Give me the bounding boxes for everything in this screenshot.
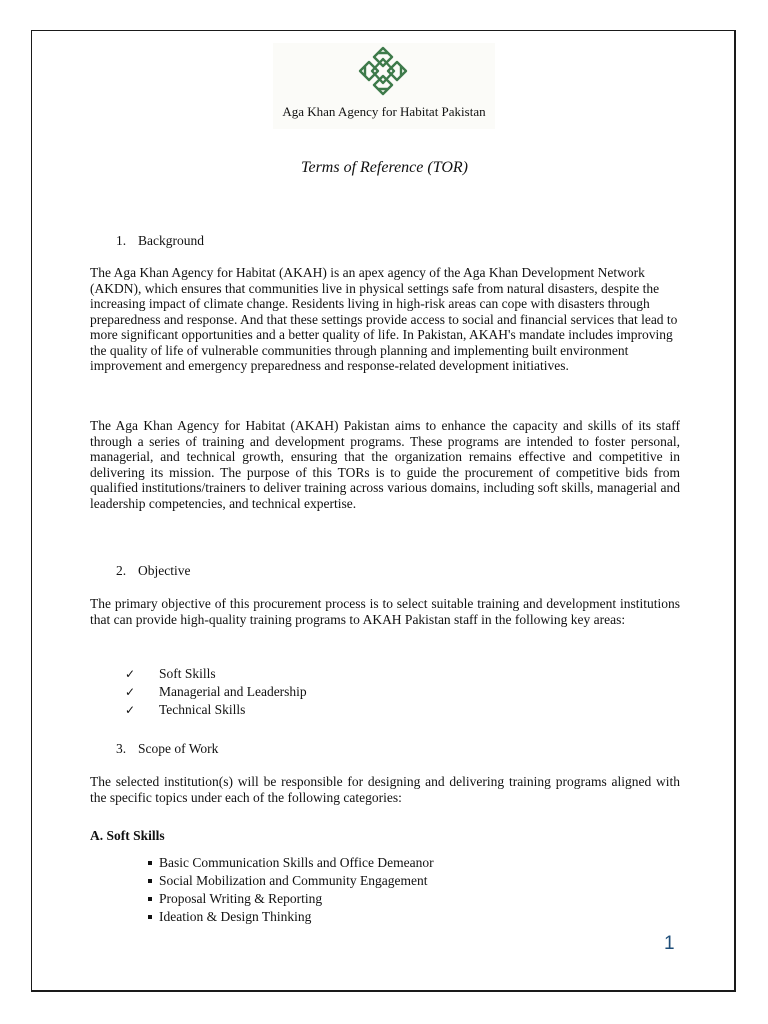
- checkmark-icon: ✓: [125, 685, 136, 699]
- list-item: Social Mobilization and Community Engagement: [159, 873, 428, 888]
- section-heading-scope: [116, 741, 218, 757]
- scope-paragraph: The selected institution(s) will be responsible for designing and delivering training programs aligned with the specific topics under each of the following categories:: [90, 774, 680, 805]
- section-number: 3.: [116, 741, 127, 756]
- section-title: Background: [138, 233, 204, 248]
- soft-skills-subheading: A. Soft Skills: [90, 828, 165, 843]
- list-item: ✓ Managerial and Leadership: [125, 684, 307, 699]
- list-item: Proposal Writing & Reporting: [159, 891, 323, 906]
- letterhead: [273, 43, 495, 129]
- akah-knot-logo-icon: [357, 45, 409, 97]
- section-number: 2.: [116, 563, 127, 578]
- list-item: Ideation & Design Thinking: [159, 909, 312, 924]
- document-page: [31, 30, 736, 992]
- page-number: 1: [664, 933, 675, 954]
- section-number: 1.: [116, 233, 127, 248]
- soft-skills-topic-list: [125, 854, 434, 926]
- list-item: ✓ Technical Skills: [125, 702, 246, 717]
- checkmark-icon: ✓: [125, 703, 136, 717]
- checkmark-icon: ✓: [125, 667, 136, 681]
- organization-name: Aga Khan Agency for Habitat Pakistan: [282, 104, 486, 119]
- list-item: ✓ Soft Skills: [125, 666, 216, 681]
- key-areas-list: [125, 665, 307, 719]
- section-title: Objective: [138, 563, 191, 578]
- list-item: Basic Communication Skills and Office Demeanor: [159, 855, 434, 870]
- section-heading-background: [116, 233, 204, 249]
- background-paragraph-2: The Aga Khan Agency for Habitat (AKAH) Pakistan aims to enhance the capacity and skills of its staff through a series of training and development programs. These programs are intended to foster personal, managerial, and technical growth, ensuring that the organization remains effective and competitive in delivering its mission. The purpose of this TORs is to guide the procurement of competitive bids from qualified institutions/trainers to deliver training across various domains, including soft skills, managerial and leadership competencies, and technical expertise.: [90, 418, 680, 511]
- document-title: Terms of Reference (TOR): [301, 159, 468, 176]
- background-paragraph-1: The Aga Khan Agency for Habitat (AKAH) is an apex agency of the Aga Khan Development Network (AKDN), which ensures that communities live in physical settings safe from natural disasters, despite the increasing impact of climate change. Residents living in high-risk areas can cope with disasters through preparedness and response. And that these settings provide access to social and financial services that lead to more significant opportunities and a better quality of life. In Pakistan, AKAH's mandate includes improving the quality of life of vulnerable communities through planning and implementing built environment improvement and emergency preparedness and response-related development initiatives.: [90, 265, 678, 373]
- objective-paragraph: The primary objective of this procurement process is to select suitable training and development institutions that can provide high-quality training programs to AKAH Pakistan staff in the following key areas:: [90, 596, 680, 627]
- section-heading-objective: [116, 563, 190, 579]
- section-title: Scope of Work: [138, 741, 219, 756]
